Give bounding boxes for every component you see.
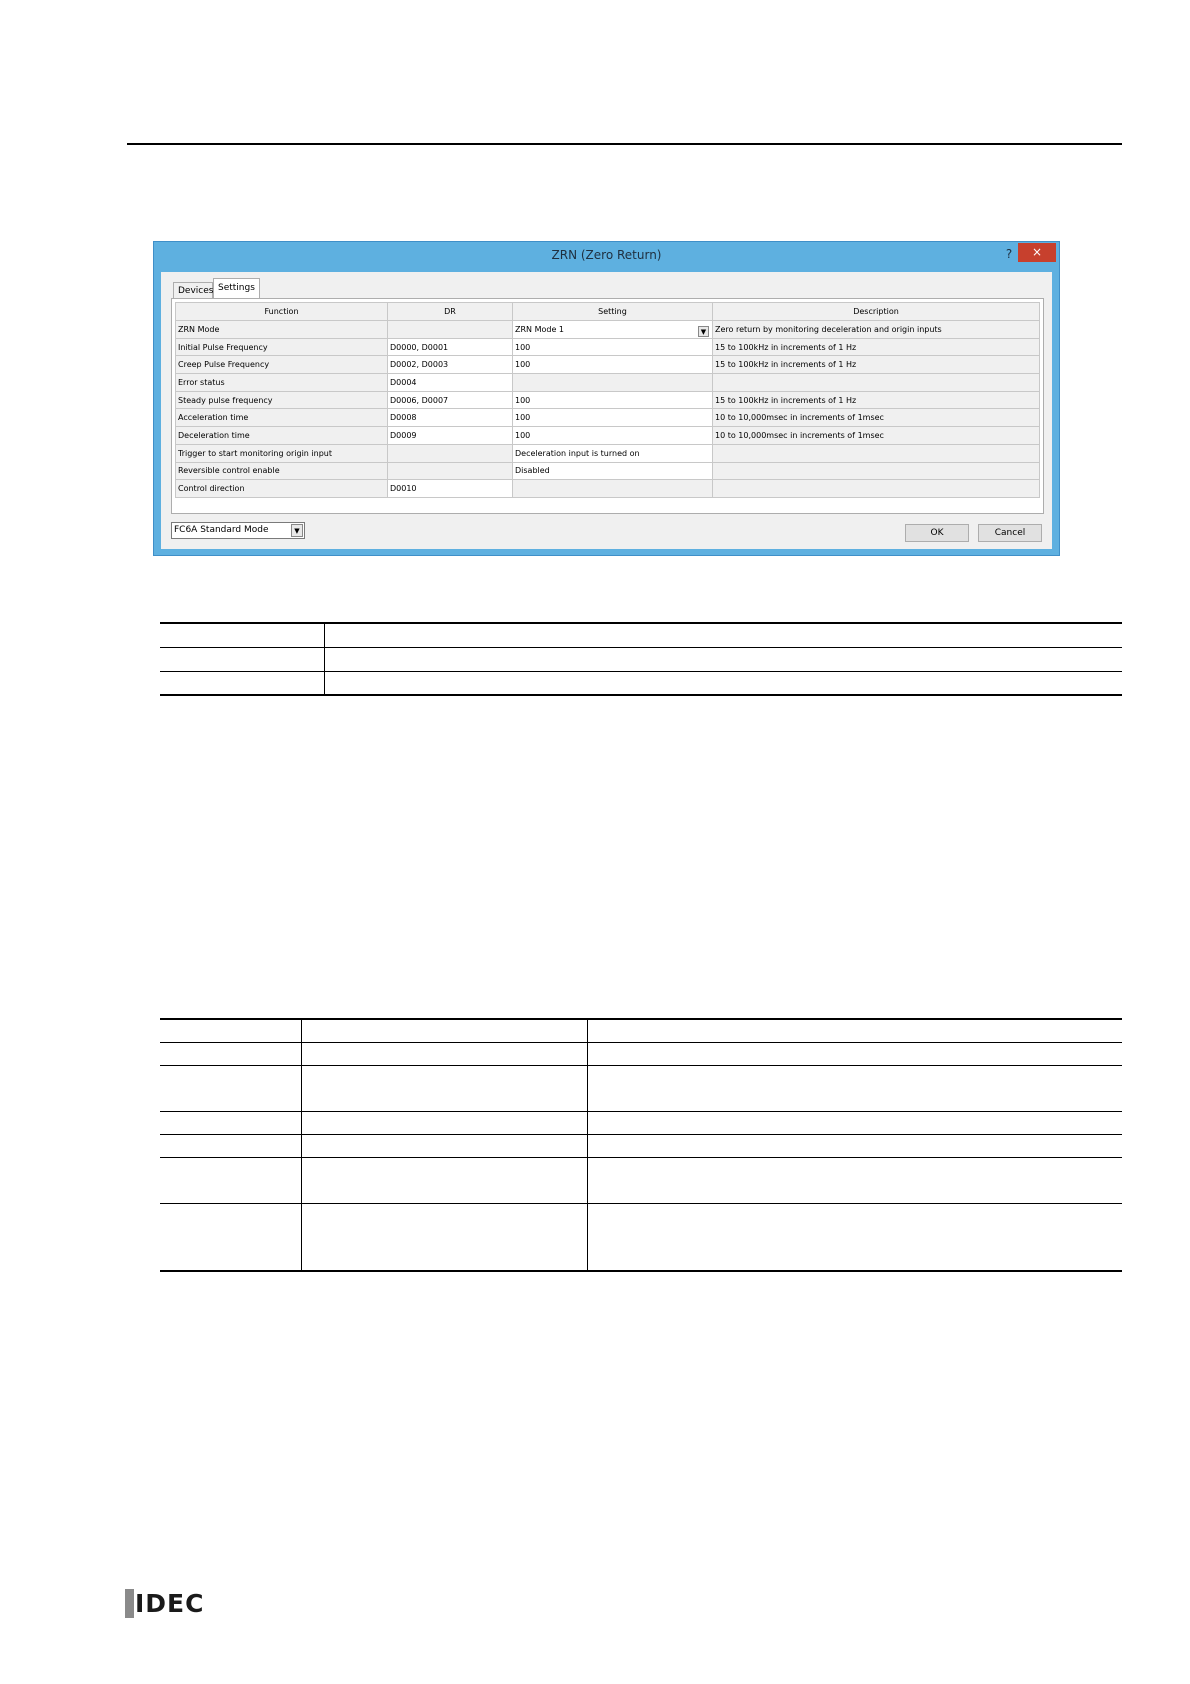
idec-logo [125,1589,204,1618]
zrn-mode-dropdown[interactable] [513,321,713,339]
zrn-mode-value: ZRN Mode 1 [515,324,564,334]
column-header-function: Function [176,303,388,321]
description-cell: 15 to 100kHz in increments of 1 Hz [713,391,1040,409]
logo-mark [125,1589,134,1618]
logo-text: IDEC [135,1589,205,1618]
dialog-body [161,272,1052,549]
column-header-description: Description [713,303,1040,321]
document-table-1 [160,622,1122,696]
ok-button[interactable]: OK [905,524,969,542]
table-row [176,356,1040,374]
document-table-2 [160,1018,1122,1272]
close-button[interactable]: × [1018,243,1056,262]
function-cell: Error status [176,374,388,392]
dr-cell: D0009 [388,427,513,445]
plc-mode-select[interactable] [171,522,305,539]
setting-input[interactable]: 100 [513,338,713,356]
plc-mode-value: FC6A Standard Mode [174,525,269,535]
table-row [176,480,1040,498]
dr-cell: D0000, D0001 [388,338,513,356]
setting-input[interactable]: 100 [513,391,713,409]
dr-cell [388,462,513,480]
chevron-down-icon[interactable]: ▼ [291,524,303,537]
trigger-select[interactable]: Deceleration input is turned on [513,444,713,462]
description-cell: 15 to 100kHz in increments of 1 Hz [713,338,1040,356]
function-cell: Deceleration time [176,427,388,445]
table-row [176,462,1040,480]
chevron-down-icon[interactable]: ▼ [698,326,709,337]
zrn-dialog [153,241,1060,556]
help-button[interactable]: ? [1005,247,1013,261]
function-cell: Trigger to start monitoring origin input [176,444,388,462]
function-cell: Reversible control enable [176,462,388,480]
dr-cell: D0002, D0003 [388,356,513,374]
description-cell: Zero return by monitoring deceleration and origin inputs [713,321,1040,339]
function-cell: Initial Pulse Frequency [176,338,388,356]
dialog-title: ZRN (Zero Return) [551,248,662,262]
dr-cell [388,444,513,462]
description-cell [713,480,1040,498]
reversible-select[interactable]: Disabled [513,462,713,480]
column-header-setting: Setting [513,303,713,321]
settings-grid-panel [171,298,1044,514]
description-cell: 10 to 10,000msec in increments of 1msec [713,427,1040,445]
function-cell: Creep Pulse Frequency [176,356,388,374]
description-cell [713,374,1040,392]
tab-settings[interactable]: Settings [213,278,260,298]
dr-cell: D0010 [388,480,513,498]
function-cell: ZRN Mode [176,321,388,339]
dr-cell: D0008 [388,409,513,427]
function-cell: Steady pulse frequency [176,391,388,409]
setting-input[interactable]: 100 [513,427,713,445]
cancel-button[interactable]: Cancel [978,524,1042,542]
table-row [176,444,1040,462]
table-row [176,391,1040,409]
settings-grid [175,302,1040,498]
function-cell: Control direction [176,480,388,498]
dr-cell: D0004 [388,374,513,392]
description-cell: 10 to 10,000msec in increments of 1msec [713,409,1040,427]
tab-devices[interactable]: Devices [173,282,213,298]
table-row [176,427,1040,445]
setting-input[interactable]: 100 [513,409,713,427]
dr-cell [388,321,513,339]
table-row [176,409,1040,427]
description-cell [713,444,1040,462]
description-cell: 15 to 100kHz in increments of 1 Hz [713,356,1040,374]
description-cell [713,462,1040,480]
table-row [176,374,1040,392]
setting-input[interactable]: 100 [513,356,713,374]
dr-cell: D0006, D0007 [388,391,513,409]
column-header-dr: DR [388,303,513,321]
setting-cell [513,480,713,498]
header-rule [127,143,1122,145]
table-row [176,338,1040,356]
setting-cell [513,374,713,392]
function-cell: Acceleration time [176,409,388,427]
table-row [176,321,1040,339]
